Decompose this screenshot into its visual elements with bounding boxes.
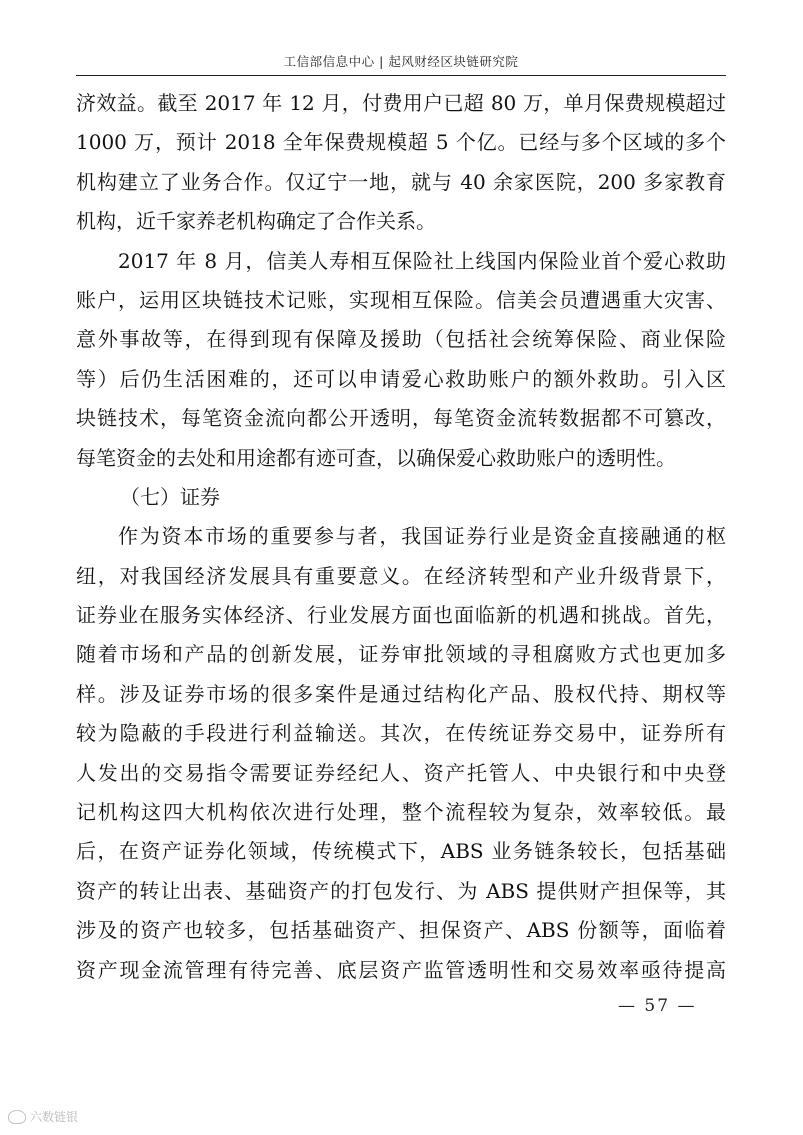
text-line: 资产的转让出表、基础资产的打包发行、为 ABS 提供财产担保等，其 xyxy=(76,878,726,903)
header-divider xyxy=(76,75,726,76)
page-number: — 57 — xyxy=(618,996,697,1016)
footer-logo xyxy=(8,1108,78,1125)
text-line: 涉及的资产也较多，包括基础资产、担保资产、ABS 份额等，面临着 xyxy=(76,918,726,943)
page-header: 工信部信息中心 | 起风财经区块链研究院 xyxy=(283,54,519,69)
text-line: 机构，近千家养老机构确定了合作关系。 xyxy=(76,209,436,234)
text-line: 2017 年 8 月，信美人寿相互保险社上线国内保险业首个爱心救助 xyxy=(118,248,726,273)
text-line: 随着市场和产品的创新发展，证券审批领域的寻租腐败方式也更加多 xyxy=(76,642,726,667)
text-line: 纽，对我国经济发展具有重要意义。在经济转型和产业升级背景下， xyxy=(76,563,726,588)
text-line: 较为隐蔽的手段进行利益输送。其次，在传统证券交易中，证券所有 xyxy=(76,721,726,746)
text-line: 人发出的交易指令需要证券经纪人、资产托管人、中央银行和中央登 xyxy=(76,760,726,785)
text-line: 块链技术，每笔资金流向都公开透明，每笔资金流转数据都不可篡改， xyxy=(76,406,726,431)
text-line: 证券业在服务实体经济、行业发展方面也面临新的机遇和挑战。首先， xyxy=(76,603,726,628)
text-line: 1000 万，预计 2018 全年保费规模超 5 个亿。已经与多个区域的多个 xyxy=(76,130,726,155)
text-line: 作为资本市场的重要参与者，我国证券行业是资金直接融通的枢 xyxy=(118,524,726,549)
footer-logo-text: 六数链银 xyxy=(30,1110,79,1124)
chat-bubble-icon xyxy=(8,1110,26,1124)
text-line: 每笔资金的去处和用途都有迹可查，以确保爱心救助账户的透明性。 xyxy=(76,445,676,470)
text-line: 资产现金流管理有待完善、底层资产监管透明性和交易效率亟待提高 xyxy=(76,957,726,982)
text-line: 机构建立了业务合作。仅辽宁一地，就与 40 余家医院，200 多家教育 xyxy=(76,169,726,194)
body-text xyxy=(76,84,726,990)
text-line: 等）后仍生活困难的，还可以申请爱心救助账户的额外救助。引入区 xyxy=(76,366,726,391)
text-line: 样。涉及证券市场的很多案件是通过结构化产品、股权代持、期权等 xyxy=(76,681,726,706)
section-heading: （七）证券 xyxy=(120,484,220,509)
text-line: 意外事故等，在得到现有保障及援助（包括社会统筹保险、商业保险 xyxy=(76,327,726,352)
text-line: 记机构这四大机构依次进行处理，整个流程较为复杂，效率较低。最 xyxy=(76,800,726,825)
text-line: 后，在资产证券化领域，传统模式下，ABS 业务链条较长，包括基础 xyxy=(76,839,726,864)
text-line: 济效益。截至 2017 年 12 月，付费用户已超 80 万，单月保费规模超过 xyxy=(76,91,726,115)
text-line: 账户，运用区块链技术记账，实现相互保险。信美会员遭遇重大灾害、 xyxy=(76,287,726,312)
